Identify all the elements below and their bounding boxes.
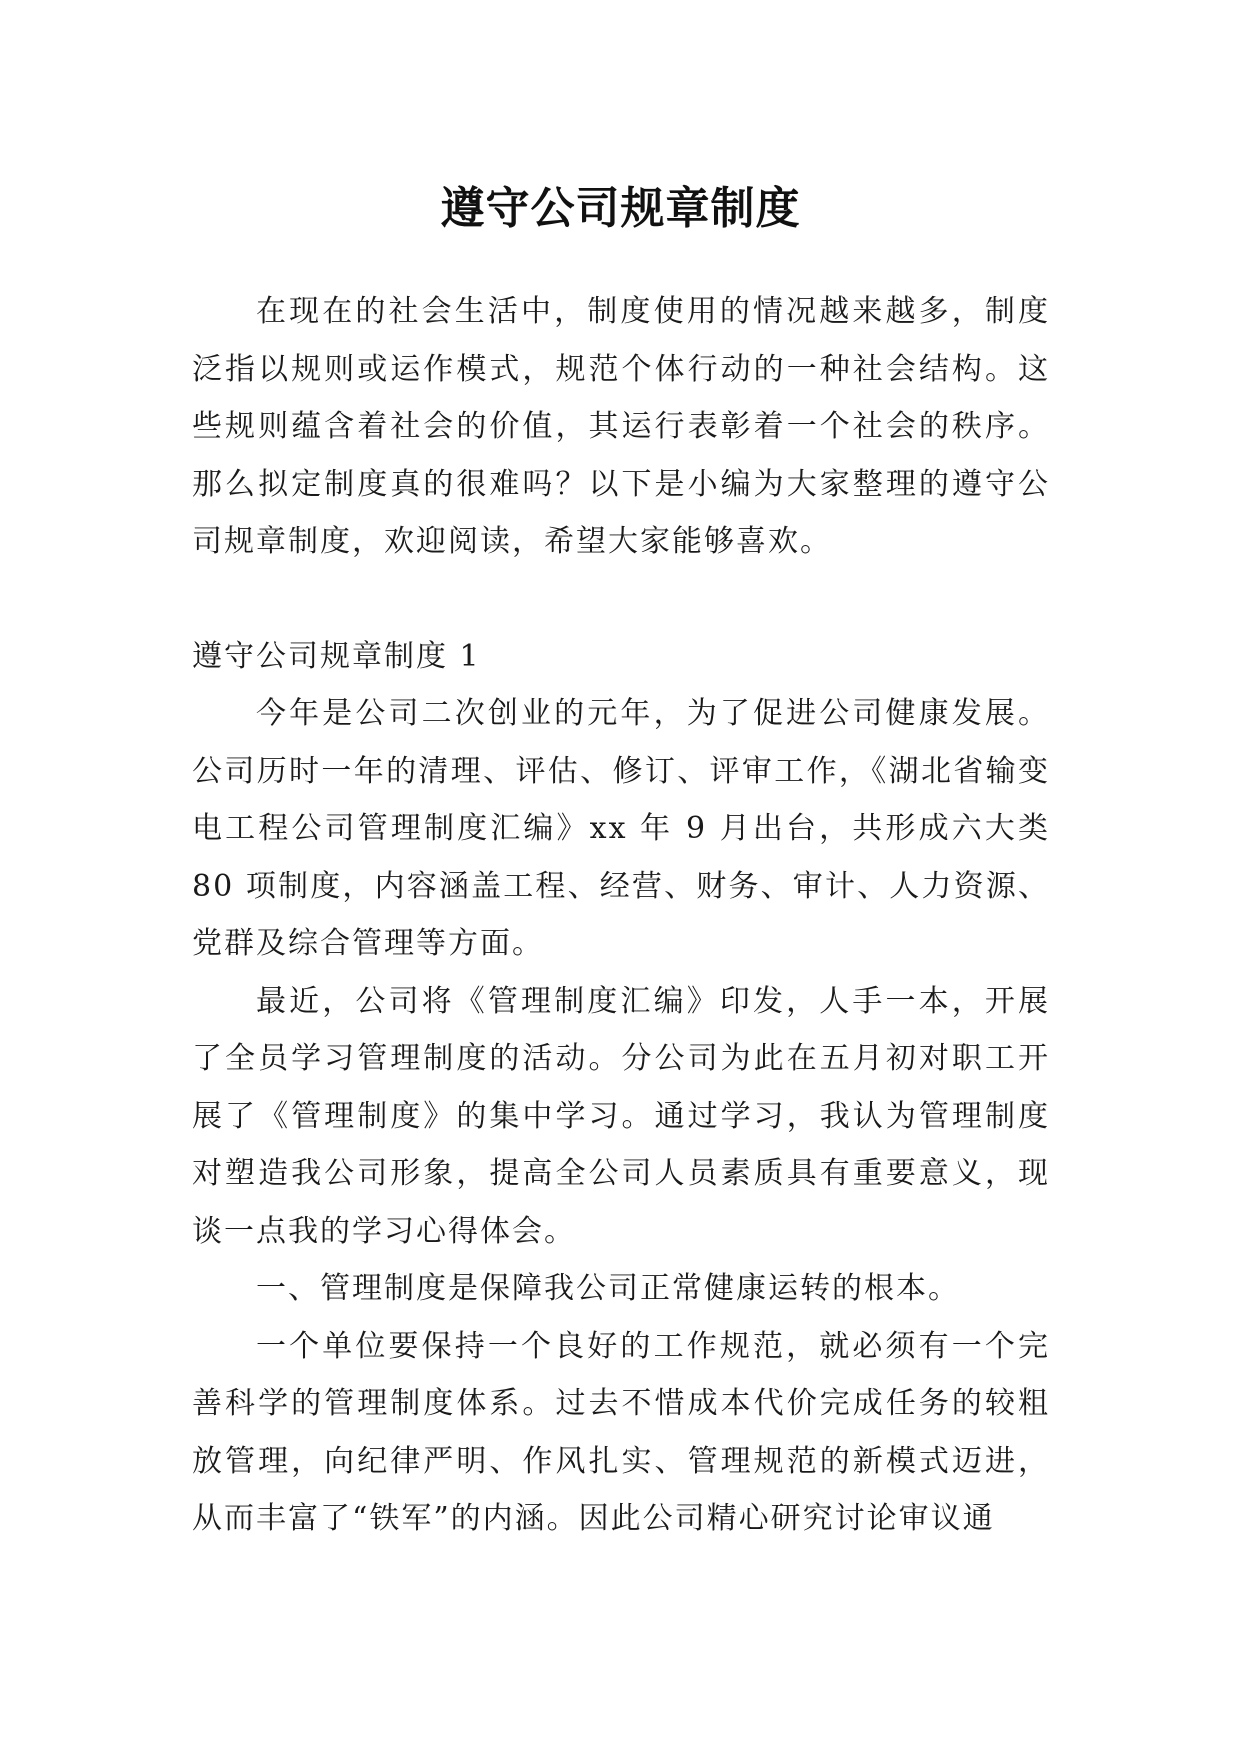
paragraph-spacer: [192, 571, 1050, 628]
body-paragraph-4: 一个单位要保持一个良好的工作规范，就必须有一个完善科学的管理制度体系。过去不惜成本代价完成任务的较粗放管理，向纪律严明、作风扎实、管理规范的新模式迈进，从而丰富了“铁军”的内涵。因此公司精心研究讨论审议通: [192, 1328, 1050, 1536]
body-paragraph-3: 一、管理制度是保障我公司正常健康运转的根本。: [256, 1271, 960, 1306]
page-title: 遵守公司规章制度: [440, 183, 801, 235]
document-body: [192, 283, 1050, 1548]
section-heading: 遵守公司规章制度 1: [192, 638, 481, 674]
intro-paragraph: 在现在的社会生活中，制度使用的情况越来越多，制度泛指以规则或运作模式，规范个体行动的一种社会结构。这些规则蕴含着社会的价值，其运行表彰着一个社会的秩序。那么拟定制度真的很难吗？以下是小编为大家整理的遵守公司规章制度，欢迎阅读，希望大家能够喜欢。: [192, 294, 1050, 559]
body-paragraph-2: 最近，公司将《管理制度汇编》印发，人手一本，开展了全员学习管理制度的活动。分公司为此在五月初对职工开展了《管理制度》的集中学习。通过学习，我认为管理制度对塑造我公司形象，提高全公司人员素质具有重要意义，现谈一点我的学习心得体会。: [192, 983, 1050, 1249]
body-paragraph-1: 今年是公司二次创业的元年，为了促进公司健康发展。公司历时一年的清理、评估、修订、评审工作，《湖北省输变电工程公司管理制度汇编》xx 年 9 月出台，共形成六大类 80 项制度，内容涵盖工程、经营、财务、审计、人力资源、党群及综合管理等方面。: [192, 696, 1050, 961]
